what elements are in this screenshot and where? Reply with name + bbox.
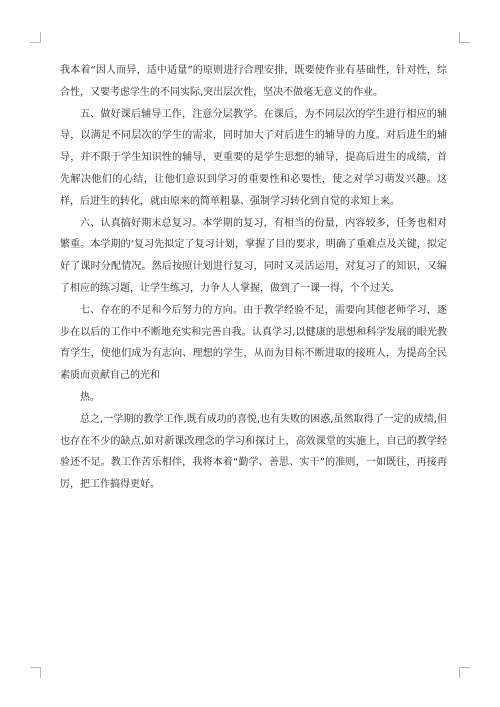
- paragraph-homework: 我本着“因人而异，适中适量”的原则进行合理安排，既要使作业有基础性，针对性，综合性，又要考虑学生的不同实际,突出层次性，坚决不做毫无意义的作业。: [60, 65, 447, 98]
- crop-mark-bottom-left: [30, 667, 41, 678]
- crop-mark-top-right: [459, 32, 470, 43]
- paragraph-tutoring: 五、做好课后辅导工作，注意分层教学。在课后，为不同层次的学生进行相应的辅导，以满足不同层次的学生的需求，同时加大了对后进生的辅导的力度。对后进生的辅导，并不限于学生知识性的辅导，更重要的是学生思想的辅导，提高后进生的成绩，首先解决他们的心结，让他们意识到学习的重要性和必要性，使之对学习萌发兴趣。这样，后进生的转化，就由原来的简单粗暴、强制学习转化到自觉的求知上来。: [60, 108, 447, 207]
- paragraph-summary: 总之,一学期的教学工作,既有成功的喜悦,也有失败的困惑,虽然取得了一定的成绩,但也存在不少的缺点,如对新课改理念的学习和探讨上，高效课堂的实施上，自己的教学经验还不足。教工作苦乐相伴，我将本着“勤学、善思、实干”的准则，一如既往，再接再厉，把工作搞得更好。: [60, 413, 447, 491]
- crop-mark-top-left: [30, 32, 41, 43]
- document-body: [60, 60, 447, 496]
- paragraph-shortcomings-end: 热。: [80, 391, 100, 403]
- paragraph-shortcomings: 七、存在的不足和今后努力的方向。由于教学经验不足，需要向其他老师学习，逐步在以后的工作中不断地充实和完善自我。认真学习,以健康的思想和科学发展的眼光教育学生，使他们成为有志向、理想的学生，从而为目标不断进取的接班人，为提高全民素质而贡献自己的光和: [60, 304, 447, 382]
- paragraph-review: 六、认真搞好期末总复习。本学期的复习，有相当的份量，内容较多，任务也相对繁重。本学期的‘复习先拟定了复习计划，掌握了目的要求，明确了重难点及关键，拟定好了课时分配情况。然后按照计划进行复习，同时又灵活运用，对复习了的知识，又编了相应的练习题，让学生练习，力争人人掌握，做到了一课一得，个个过关。: [60, 217, 447, 294]
- crop-mark-bottom-right: [459, 667, 470, 678]
